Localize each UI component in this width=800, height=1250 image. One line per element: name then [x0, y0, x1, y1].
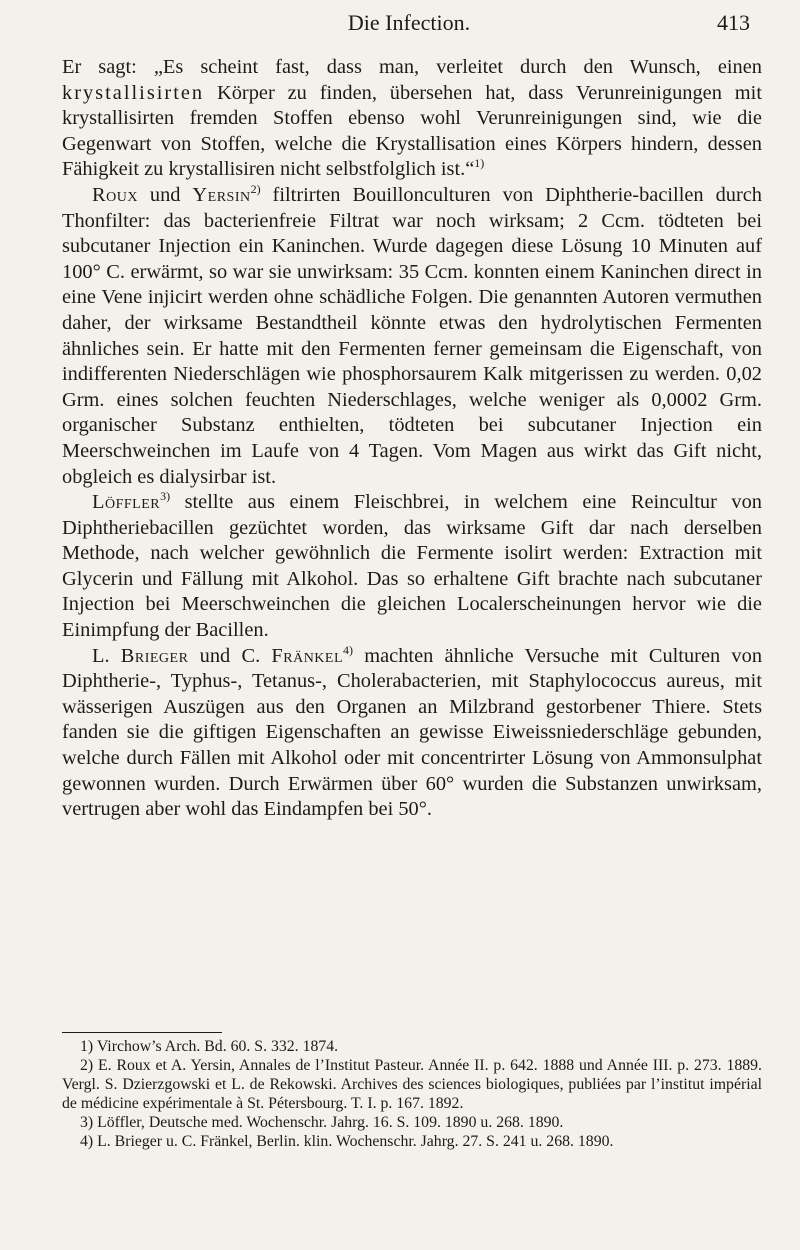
author-brieger: Brieger [120, 644, 189, 667]
paragraph-3 [62, 490, 762, 644]
footnote-text: Löffler, Deutsche med. Wochenschr. Jahrg. 16. S. 109. 1890 u. 268. 1890. [97, 1114, 564, 1131]
footnote-ref-4: 4) [343, 642, 354, 657]
footnote-text: Virchow’s Arch. Bd. 60. S. 332. 1874. [96, 1038, 339, 1055]
p1-text-a: Er sagt: „Es scheint fast, dass man, verleitet durch den Wunsch, einen [62, 56, 762, 78]
footnote-3 [62, 1113, 762, 1132]
footnote-ref-3: 3) [160, 489, 171, 504]
author-loeffler: Löffler [92, 491, 161, 514]
running-header [68, 10, 750, 38]
footnote-ref-1: 1) [474, 156, 485, 171]
p2-and: und [137, 183, 193, 206]
p4-and: und C. [188, 644, 272, 667]
paragraph-4 [62, 644, 762, 823]
footnote-num: 4) [80, 1133, 94, 1150]
footnote-text: E. Roux et A. Yersin, Annales de l’Institut Pasteur. Année II. p. 642. 1888 und Année III. p. 273. 1889. Vergl. S. Dzierzgowski et L. de Rekowski. Archives des sciences biologiques, publiées par l’institut impérial de médicine expérimentale à St. Pétersbourg. T. I. p. 167. 1892. [62, 1057, 763, 1112]
p1-spaced-word: krystallisirten [62, 81, 205, 104]
author-fraenkel: Fränkel [271, 644, 344, 667]
paragraph-2 [62, 183, 762, 490]
footnote-ref-2: 2) [250, 182, 261, 197]
paragraph-1 [62, 55, 762, 183]
footnotes [62, 1037, 762, 1151]
footnote-num: 1) [80, 1038, 94, 1055]
footnote-num: 2) [80, 1057, 94, 1074]
footnote-1 [62, 1037, 762, 1056]
footnote-4 [62, 1132, 762, 1151]
footnote-divider [62, 1032, 222, 1033]
running-title: Die Infection. [347, 10, 471, 35]
footnote-2 [62, 1056, 762, 1113]
author-yersin: Yersin [192, 183, 251, 206]
p1-text-c: Körper zu finden, übersehen hat, dass Verunreinigungen mit krystallisirten fremden Stoffen ebenso wohl Verunreinigungen sind, wie die Gegenwart von Stoffen, welche die Krystallisation eines Körpers hindern, dessen Fähigkeit zu krystallisiren nicht selbstfolglich ist.“ [62, 81, 762, 181]
page-number: 413 [717, 10, 750, 35]
p3-text: stellte aus einem Fleischbrei, in welchem eine Reincultur von Diphtheriebacillen gezüchtet worden, das wirksame Gift dar nach derselben Methode, nach welcher gewöhnlich die Fermente isolirt werden: Extraction mit Glycerin und Fällung mit Alkohol. Das so erhaltene Gift brachte nach subcutaner Injection bei Meerschweinchen die gleichen Localerscheinungen hervor wie die Einimpfung der Bacillen. [62, 491, 762, 642]
p4-pre: L. [92, 644, 121, 667]
footnote-num: 3) [80, 1114, 94, 1131]
footnote-text: L. Brieger u. C. Fränkel, Berlin. klin. Wochenschr. Jahrg. 27. S. 241 u. 268. 1890. [97, 1133, 614, 1150]
main-text [62, 55, 762, 823]
p4-text: machten ähnliche Versuche mit Culturen von Diphtherie-, Typhus-, Tetanus-, Cholerabacterien, mit Staphylococcus aureus, mit wässerigen Auszügen aus den Organen an Milzbrand gestorbener Thiere. Stets fanden sie die giftigen Eigenschaften an gewisse Eiweissniederschläge gebunden, welche durch Fällen mit Alkohol oder mit concentrirter Lösung von Ammonsulphat gewonnen wurden. Durch Erwärmen über 60° wurden die Substanzen unwirksam, vertrugen aber wohl das Eindampfen bei 50°. [62, 644, 763, 821]
p2-text: filtrirten Bouillonculturen von Diphtherie-bacillen durch Thonfilter: das bacterienfreie Filtrat war noch wirksam; 2 Ccm. tödteten bei subcutaner Injection ein Kaninchen. Wurde dagegen diese Lösung 10 Minuten auf 100° C. erwärmt, so war sie unwirksam: 35 Ccm. konnten einem Kaninchen direct in eine Vene injicirt werden ohne schädliche Folgen. Die genannten Autoren vermuthen daher, der wirksame Bestandtheil könnte etwas den hydrolytischen Fermenten ähnliches sein. Er hatte mit den Fermenten ferner gemeinsam die Eigenschaft, von indifferenten Niederschlägen wie phosphorsaurem Kalk mitgerissen zu werden. 0,02 Grm. eines solchen feuchten Niederschlages, welche weniger als 0,0002 Grm. organischer Substanz enthielten, tödteten bei subcutaner Injection ein Meerschweinchen im Laufe von 4 Tagen. Vom Magen aus wirkt das Gift nicht, obgleich es dialysirbar ist. [62, 183, 763, 488]
author-roux: Roux [92, 183, 138, 206]
